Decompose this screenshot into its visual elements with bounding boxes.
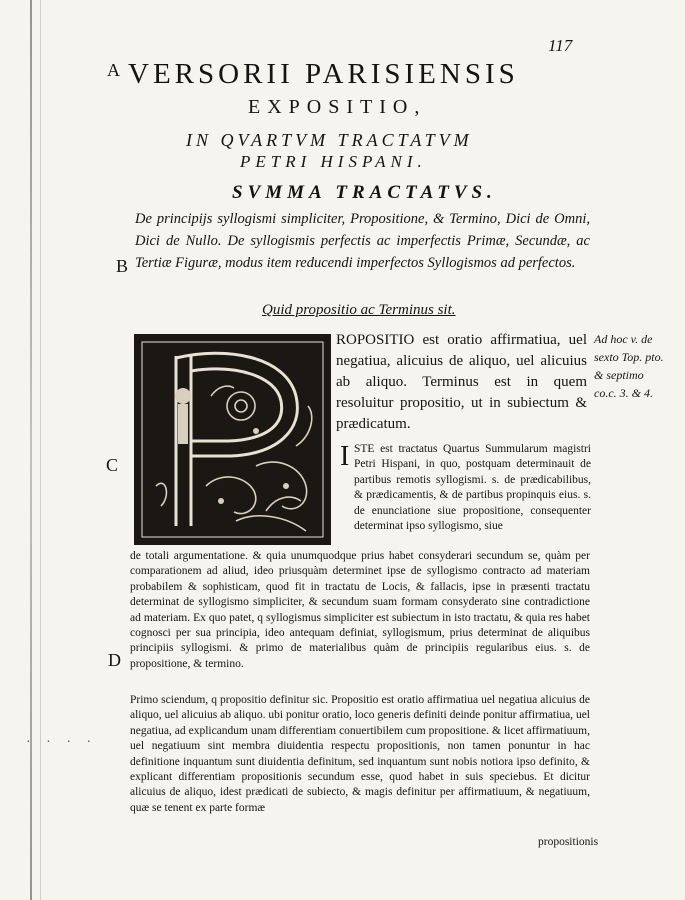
catchword: propositionis (538, 836, 599, 848)
commentary-part-3: Primo sciendum, q propositio definitur sic. Propositio est oratio affirmatiua uel negatiua alicuius de aliquo, uel alicuius ab aliquo. ubi ponitur oratio, loco generis definiti deinde ponitur affirmatiua, uel negatiua, ad explicandum unam differentiam conuertibilem cum propositione. & licet affirmatiuum, uel negatiuum sint membra diuidentia respectu propositionis, non tamen ponuntur in hac definitione inquantum sunt diuidentia definitum, sed inquantum sunt nobis notiora ipso definito, & explicant differentiam propositionis secundum esse, quod habet in suis speciebus. Et dicitur alicuius de aliquo, idest prædicati de subiecto, & magis definitur per affirmatiuum, & negatiuum, quæ se tenent ex parte formæ (130, 694, 590, 814)
decorated-initial-p-icon (136, 336, 329, 543)
summary-paragraph: De principijs syllogismi simpliciter, Propositione, & Termino, Dici de Omni, Dici de Nullo. De syllogismis perfectis ac imperfectis Primæ, Secundæ, ac Tertiæ Figuræ, modus item reducendi imperfectos Syllogismos ad perfectos. (135, 211, 590, 271)
title-line-4: PETRI HISPANI. (240, 152, 427, 171)
margin-letter-c: C (106, 455, 119, 475)
summa-heading: SVMMA TRACTATVS. (232, 182, 497, 203)
commentary-part-1: STE est tractatus Quartus Summularum magistri Petri Hispani, in quo, postquam determinauit de partibus remotis syllogismi. s. de prædicabilibus, & prædicamentis, & de partibus propinquis eius. s. de enunciatione siue propositione, consequenter determinat ipso syllogismo, siue (354, 443, 591, 533)
title-line-1: VERSORII PARISIENSIS (128, 58, 519, 90)
commentary-initial: I (340, 441, 350, 472)
margin-letter-a: A (107, 60, 120, 80)
commentary-part-2: de totali argumentatione. & quia unumquodque prius habet consyderari secundum se, quàm per comparationem ad aliud, ideo priusquàm determinet ipse de syllogismo contracto ad materiam probabilem & sophisticam, quod fit in tractatu de Locis, & fallacis, ipse in præsenti tractatu determinat de syllogismo simpliciter, & secundum suam formam consyderato sine contradictione ad materiam. Ex quo patet, q syllogismus simpliciter est subiectum in isto tractatu, & quia res habet cognosci per sua principia, ideo antequam definiat, syllogismum, prius determinat de aliquibus principiis syllogismi. & primo de materialibus quàm de principiis regularibus eius. s. de propositione, & termino. (130, 550, 590, 670)
margin-letter-d: D (108, 650, 121, 670)
title-line-2: EXPOSITIO, (248, 96, 427, 118)
margin-note: Ad hoc v. de sexto Top. pto. & septimo co.c. 3. & 4. (594, 332, 664, 400)
title-line-3: IN QVARTVM TRACTATVM (186, 130, 473, 150)
decorated-initial-p (134, 334, 331, 545)
binding-gutter-line (40, 0, 41, 900)
margin-dots: · · · · (26, 735, 98, 750)
margin-letter-b: B (116, 256, 129, 276)
definition-text: ROPOSITIO est oratio affirmatiua, uel negatiua, alicuius de aliquo, uel alicuius ab aliquo. Terminus est in quem resoluitur propositio, ut in subiectum & prædicatum. (336, 332, 587, 432)
section-heading: Quid propositio ac Terminus sit. (262, 302, 456, 318)
binding-gutter (30, 0, 32, 900)
page-number: 117 (548, 36, 573, 55)
